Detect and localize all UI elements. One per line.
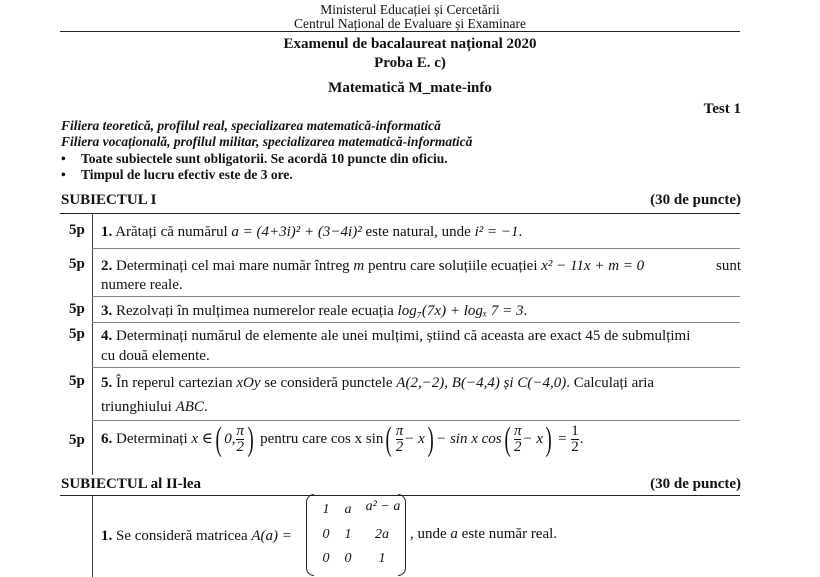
exercise-text: . Calculați aria xyxy=(566,375,655,391)
header-rule xyxy=(60,31,740,32)
matrix-cell: 1 xyxy=(344,527,352,542)
exam-title: Examenul de bacalaureat național 2020 xyxy=(283,36,537,52)
exercise-text: Determinați xyxy=(116,430,188,447)
proba-label: Proba E. c) xyxy=(374,55,446,71)
matrix-cell: 0 xyxy=(322,527,330,542)
exercise-text-line2: cu două elemente. xyxy=(101,348,210,364)
row-rule xyxy=(92,248,740,249)
matrix-cell: 1 xyxy=(378,551,386,566)
exercise-number: 4. xyxy=(101,328,113,344)
fraction-pi-over-2: $\frac{\pi}{2}$ xyxy=(513,423,522,455)
row-rule xyxy=(92,420,740,421)
section-points: (30 de puncte) xyxy=(650,192,741,208)
punctuation: . xyxy=(523,303,528,319)
matrix-cell: 0 xyxy=(344,551,352,566)
matrix-cell: 1 xyxy=(322,502,330,517)
exercise-text: În reperul cartezian xyxy=(116,375,233,391)
exercise-number: 1. xyxy=(101,528,113,544)
matrix-A xyxy=(306,494,406,576)
formula: a = (4+3i)² + (3−4i)² xyxy=(231,224,362,240)
instruction-text: Toate subiectele sunt obligatorii. Se acordă 10 puncte din oficiu. xyxy=(81,151,448,166)
matrix-cell: a xyxy=(344,502,352,517)
formula: m xyxy=(353,258,365,274)
filiera-1: Filiera teoretică, profilul real, specializarea matematică-informatică xyxy=(61,118,441,133)
formula: x ∈ xyxy=(191,430,213,447)
center-name: Centrul Național de Evaluare și Examinare xyxy=(293,16,527,31)
section-title: SUBIECTUL al II-lea xyxy=(61,476,202,492)
row-rule xyxy=(92,322,740,323)
fraction-pi-over-2: $\frac{\pi}{2}$ xyxy=(236,423,244,455)
points-label: 5p xyxy=(69,432,85,448)
exercise-text-tail: , unde a este număr real. xyxy=(410,526,558,542)
points-label: 5p xyxy=(69,373,85,389)
formula: A(2,−2), B(−4,4) și C(−4,0) xyxy=(396,375,567,391)
row-rule xyxy=(92,296,740,297)
exercise-text-line2: numere reale. xyxy=(101,277,183,293)
formula: i² = −1 xyxy=(474,224,519,240)
formula: 0, xyxy=(224,430,236,447)
exercise-text: pentru care cos x sin xyxy=(260,430,384,447)
exercise-number: 6. xyxy=(101,430,113,447)
exercise-number: 5. xyxy=(101,375,113,391)
exercise-text: Rezolvați în mulțimea numerelor reale ecuația xyxy=(116,303,394,319)
punctuation: . xyxy=(518,224,523,240)
fraction-pi-over-2: $\frac{\pi}{2}$ xyxy=(395,423,404,455)
formula: A(a) = xyxy=(251,528,292,544)
formula: xOy xyxy=(236,375,261,391)
exercise-text: Arătați că numărul xyxy=(115,224,228,240)
exercise-number: 1. xyxy=(101,224,113,240)
formula: ABC xyxy=(175,399,204,415)
fraction-one-half: $\frac{1}{2}$ xyxy=(571,423,579,455)
exercise-text-line2: triunghiului xyxy=(101,399,172,415)
points-label: 5p xyxy=(69,222,85,238)
points-label: 5p xyxy=(69,256,85,272)
exercise-number: 3. xyxy=(101,303,113,319)
score-column-divider xyxy=(92,495,93,577)
ministry-name: Ministerul Educației și Cercetării xyxy=(320,2,500,17)
exercise-number: 2. xyxy=(101,258,113,274)
section-title: SUBIECTUL I xyxy=(61,192,157,208)
points-label: 5p xyxy=(69,301,85,317)
section-header-subject-1 xyxy=(61,192,741,209)
punctuation: . xyxy=(203,399,208,415)
exercise-text: Se consideră matricea xyxy=(116,528,248,544)
exercise-text: este natural, unde xyxy=(365,224,471,240)
exercise-text: Determinați numărul de elemente ale unei mulțimi, știind că aceasta are exact 45 de submulțimi xyxy=(116,328,691,344)
formula: x² − 11x + m = 0 xyxy=(541,258,645,274)
points-label: 5p xyxy=(69,326,85,342)
formula: log₇(7x) + logₓ 7 = 3 xyxy=(397,303,524,319)
instruction-bullet-2: • Timpul de lucru efectiv este de 3 ore. xyxy=(61,167,293,182)
row-rule xyxy=(92,367,740,368)
exercise-text: sunt xyxy=(715,258,741,274)
subject-title: Matematică M_mate-info xyxy=(328,80,492,96)
filiera-2: Filiera vocațională, profilul militar, specializarea matematică-informatică xyxy=(61,134,473,149)
exercise-text: Determinați cel mai mare număr întreg xyxy=(116,258,350,274)
test-label: Test 1 xyxy=(703,101,741,117)
exercise-text: pentru care soluțiile ecuației xyxy=(368,258,538,274)
instruction-bullet-1: • Toate subiectele sunt obligatorii. Se acordă 10 puncte din oficiu. xyxy=(61,151,448,166)
section-points: (30 de puncte) xyxy=(650,476,741,492)
section-rule xyxy=(60,213,740,214)
instruction-text: Timpul de lucru efectiv este de 3 ore. xyxy=(81,167,293,182)
matrix-cell: 2a xyxy=(375,527,389,542)
matrix-cell: 0 xyxy=(322,551,330,566)
exercise-item: 5p 6. Determinați x ∈( 0, $\frac{\pi}{2}$ ) pentru care cos x sin( $\frac{\pi}{2}$ − x) − sin x cos( $\frac{\pi}{2}$ − x) = $\frac{1}{2}$ . xyxy=(69,421,584,458)
section-header-subject-2 xyxy=(61,476,741,493)
matrix-cell: a² − a xyxy=(365,499,401,514)
exercise-text: se consideră punctele xyxy=(264,375,393,391)
